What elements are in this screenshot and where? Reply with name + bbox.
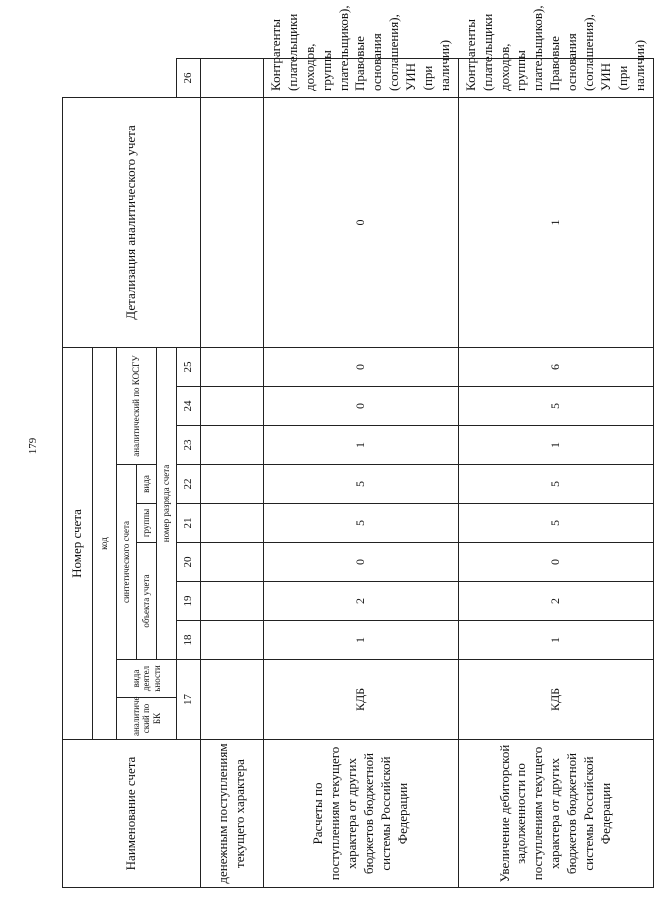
row-value bbox=[201, 347, 264, 386]
row-value bbox=[201, 387, 264, 426]
header-account-name: Наименование счета bbox=[63, 740, 201, 888]
row-value: 0 bbox=[264, 387, 459, 426]
row-value: 0 bbox=[264, 347, 459, 386]
row-value: 6 bbox=[458, 347, 653, 386]
row-name: денежным поступлениям текущего характера bbox=[201, 740, 264, 888]
digit-23: 23 bbox=[177, 426, 201, 465]
row-value: 5 bbox=[458, 387, 653, 426]
row-value: 5 bbox=[264, 504, 459, 543]
row-value: 0 bbox=[458, 543, 653, 582]
row-value: 1 bbox=[264, 621, 459, 660]
header-detail: Детализация аналитического учета bbox=[63, 97, 201, 347]
accounts-table bbox=[62, 5, 654, 888]
row-value: 1 bbox=[458, 621, 653, 660]
row-detail bbox=[201, 59, 264, 98]
header-digit-number: номер разряда счета bbox=[157, 347, 177, 659]
row-name: Расчеты по поступлениям текущего характера от других бюджетов бюджетной системы Российской Федерации bbox=[264, 740, 459, 888]
digit-22: 22 bbox=[177, 465, 201, 504]
digit-24: 24 bbox=[177, 387, 201, 426]
header-account-number: Номер счета bbox=[63, 347, 93, 739]
digit-20: 20 bbox=[177, 543, 201, 582]
table-row bbox=[264, 59, 459, 888]
row-name: Увеличение дебиторской задолженности по поступлениям текущего характера от других бюджетов бюджетной системы Российской Федерации bbox=[458, 740, 653, 888]
header-object: объекта учета bbox=[137, 543, 157, 660]
digit-25: 25 bbox=[177, 347, 201, 386]
rotated-table-container bbox=[62, 5, 647, 888]
digit-19: 19 bbox=[177, 582, 201, 621]
row-detail: Контрагенты (плательщики доходов, группы плательщиков), Правовые основания (соглашения), УИН (при наличии) bbox=[264, 59, 459, 98]
table-row bbox=[458, 59, 653, 888]
row-value: 0 bbox=[264, 97, 459, 347]
header-code: код bbox=[93, 347, 117, 739]
header-group: группы bbox=[137, 504, 157, 543]
row-value bbox=[201, 660, 264, 740]
row-value bbox=[201, 582, 264, 621]
digit-21: 21 bbox=[177, 504, 201, 543]
row-value: 2 bbox=[264, 582, 459, 621]
row-detail: Контрагенты (плательщики доходов, группы плательщиков), Правовые основания (соглашения), УИН (при наличии) bbox=[458, 59, 653, 98]
row-value: 5 bbox=[458, 465, 653, 504]
row-value bbox=[201, 621, 264, 660]
digit-17: 17 bbox=[177, 660, 201, 740]
row-value bbox=[201, 543, 264, 582]
row-value bbox=[201, 504, 264, 543]
row-value: 1 bbox=[458, 426, 653, 465]
header-kind: вида bbox=[137, 465, 157, 504]
row-value: 1 bbox=[264, 426, 459, 465]
digit-18: 18 bbox=[177, 621, 201, 660]
row-value: 0 bbox=[264, 543, 459, 582]
table-row bbox=[201, 59, 264, 888]
row-value bbox=[201, 97, 264, 347]
row-value: 2 bbox=[458, 582, 653, 621]
header-synthetic: синтетического счета bbox=[117, 465, 137, 660]
page-number: 179 bbox=[27, 437, 39, 455]
digit-26: 26 bbox=[177, 59, 201, 98]
row-value bbox=[201, 465, 264, 504]
row-value bbox=[201, 426, 264, 465]
header-analytic-bk: аналитиче ский по БК bbox=[117, 698, 177, 740]
row-value: КДБ bbox=[264, 660, 459, 740]
row-value: 5 bbox=[264, 465, 459, 504]
row-value: 5 bbox=[458, 504, 653, 543]
header-kosgu: аналитический по КОСГУ bbox=[117, 347, 157, 464]
row-value: КДБ bbox=[458, 660, 653, 740]
header-activity-type: вида деятел ьности bbox=[117, 660, 177, 698]
row-value: 1 bbox=[458, 97, 653, 347]
